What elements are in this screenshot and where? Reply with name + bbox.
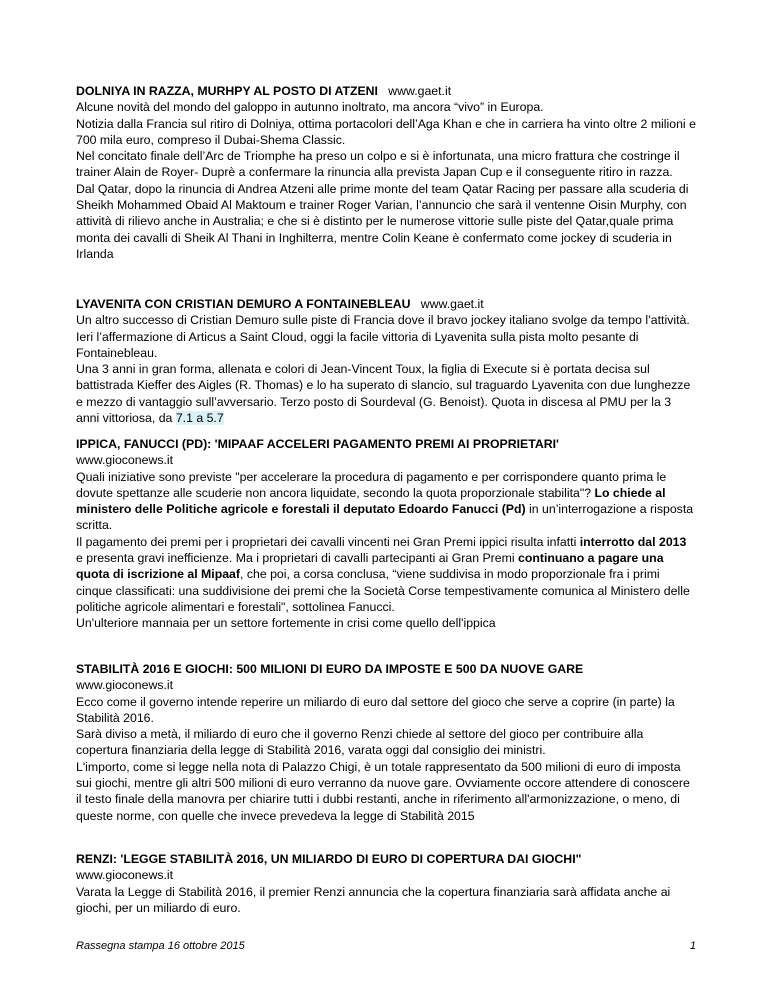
article-source: www.gioconews.it — [76, 678, 174, 693]
paragraph: Ecco come il governo intende reperire un miliardo di euro dal settore del gioco che serve a coprire (in parte) la Stabilità 2016. — [76, 694, 675, 725]
highlighted-odds: 7.1 a 5.7 — [175, 411, 224, 426]
paragraph-text: Il pagamento dei premi per i proprietari dei cavalli vincenti nei Gran Premi ippici risulta infatti — [76, 534, 577, 549]
bold-text: interrotto dal 2013 — [579, 534, 687, 549]
article-dolniya — [76, 83, 696, 262]
article-source: www.gioconews.it — [76, 868, 174, 883]
footer-label: Rassegna stampa 16 ottobre 2015 — [76, 940, 245, 952]
article-source: www.gaet.it — [420, 297, 484, 311]
paragraph: Alcune novità del mondo del galoppo in autunno inoltrato, ma ancora “vivo” in Europa. — [76, 100, 544, 115]
article-headline-line — [76, 83, 696, 99]
paragraph: Notizia dalla Francia sul ritiro di Dolniya, ottima portacolori dell’Aga Khan e che in carriera ha vinto oltre 2 milioni e 700 mila euro, compreso il Dubai-Shema Classic. — [76, 116, 696, 147]
paragraph: L'importo, come si legge nella nota di Palazzo Chigi, è un totale rappresentato da 500 milioni di euro di imposta sui giochi, mentre gli altri 500 milioni di euro verranno da nuove gare. Ovviamente occore attendere di conoscere il testo finale della manovra per chiarire tutti i dubbi restanti, anche in riferimento all'armonizzazione, o meno, di queste norme, con quelle che invece prevedeva la legge di Stabilità 2015 — [76, 759, 690, 823]
paragraph-text: in un’interrogazione a risposta scritta. — [76, 502, 694, 533]
paragraph: Sarà diviso a metà, il miliardo di euro che il governo Renzi chiede al settore del gioco per contribuire alla copertura finanziaria della legge di Stabilità 2016, varata oggi dal consiglio dei ministri. — [76, 727, 644, 758]
paragraph: Dal Qatar, dopo la rinuncia di Andrea Atzeni alle prime monte del team Qatar Racing per passare alla scuderia di Sheikh Mohammed Obaid Al Maktoum e trainer Roger Varian, l’annuncio che sarà il ventenne Oisin Murphy, con attività di rilievo anche in Australia; e che si è distinto per le numerose vittorie sulle piste del Qatar,quale prima monta dei cavalli di Sheik Al Thani in Inghilterra, mentre Colin Keane è confermato come jockey di scuderia in Irlanda — [76, 181, 689, 261]
paragraph: Un'ulteriore mannaia per un settore fortemente in crisi come quello dell'ippica — [76, 616, 496, 631]
article-headline: DOLNIYA IN RAZZA, MURHPY AL POSTO DI ATZENI — [76, 84, 378, 98]
paragraph-text: Quali iniziative sono previste "per accelerare la procedura di pagamento e per corrispondere quanto prima le dovute spettanze alle scuderie non ancora liquidate, secondo la quota proporzionale stabilita"? — [76, 469, 667, 500]
article-fanucci — [76, 436, 696, 632]
paragraph-text: Una 3 anni in gran forma, allenata e colori di Jean-Vincent Toux, la figlia di Execute si è portata decisa sul battistrada Kieffer des Aigles (R. Thomas) e lo ha superato di slancio, sul traguardo Lyavenita con due lunghezze e mezzo di vantaggio sull’avversario. Terzo posto di Sourdeval (G. Benoist). Quota in discesa al PMU per la 3 anni vittoriosa, da — [76, 362, 691, 426]
paragraph — [76, 361, 696, 426]
article-renzi — [76, 851, 696, 916]
article-source: www.gaet.it — [388, 84, 452, 98]
paragraph: Nel concitato finale dell’Arc de Triomphe ha preso un colpo e si è infortunata, una micro frattura che costringe il trainer Alain de Royer- Duprè a confermare la rinuncia alla prevista Japan Cup e il conseguente ritiro in razza. — [76, 149, 680, 180]
article-stabilita — [76, 661, 696, 824]
paragraph-text: , che poi, a corsa conclusa, “viene suddivisa in modo proporzionale fra i primi cinque classificati: una suddivisione dei premi che la Società Corse tempestivamente comunica al Ministero delle politiche agricole alimentari e forestali", sottolinea Fanucci. — [76, 567, 690, 614]
article-headline: IPPICA, FANUCCI (PD): 'MIPAAF ACCELERI PAGAMENTO PREMI AI PROPRIETARI' — [76, 437, 559, 451]
paragraph — [76, 534, 696, 615]
bold-text: Lo chiede al ministero delle Politiche agricole e forestali il deputato Edoardo Fanucci (Pd) — [76, 485, 666, 517]
page-number: 1 — [689, 940, 696, 952]
bold-text: continuano a pagare una quota di iscrizione al Mipaaf — [76, 551, 664, 582]
article-headline: RENZI: 'LEGGE STABILITÀ 2016, UN MILIARDO DI EURO DI COPERTURA DAI GIOCHI" — [76, 852, 582, 866]
paragraph: Varata la Legge di Stabilità 2016, il premier Renzi annuncia che la copertura finanziaria sarà affidata anche ai giochi, per un miliardo di euro. — [76, 884, 671, 915]
article-lyavenita — [76, 296, 696, 426]
paragraph-text: e presenta gravi inefficienze. Ma i proprietari di cavalli partecipanti ai Gran Premi — [76, 551, 515, 566]
paragraph — [76, 469, 696, 534]
article-headline-line — [76, 296, 696, 312]
article-headline: STABILITÀ 2016 E GIOCHI: 500 MILIONI DI EURO DA IMPOSTE E 500 DA NUOVE GARE — [76, 662, 584, 676]
paragraph: Un altro successo di Cristian Demuro sulle piste di Francia dove il bravo jockey italiano svolge da tempo l’attività. Ieri l’affermazione di Articus a Saint Cloud, oggi la facile vittoria di Lyavenita sulla pista molto pesante di Fontainebleau. — [76, 313, 690, 360]
article-source: www.gioconews.it — [76, 453, 174, 468]
article-headline: LYAVENITA CON CRISTIAN DEMURO A FONTAINEBLEAU — [76, 297, 411, 311]
page-footer — [76, 940, 696, 952]
